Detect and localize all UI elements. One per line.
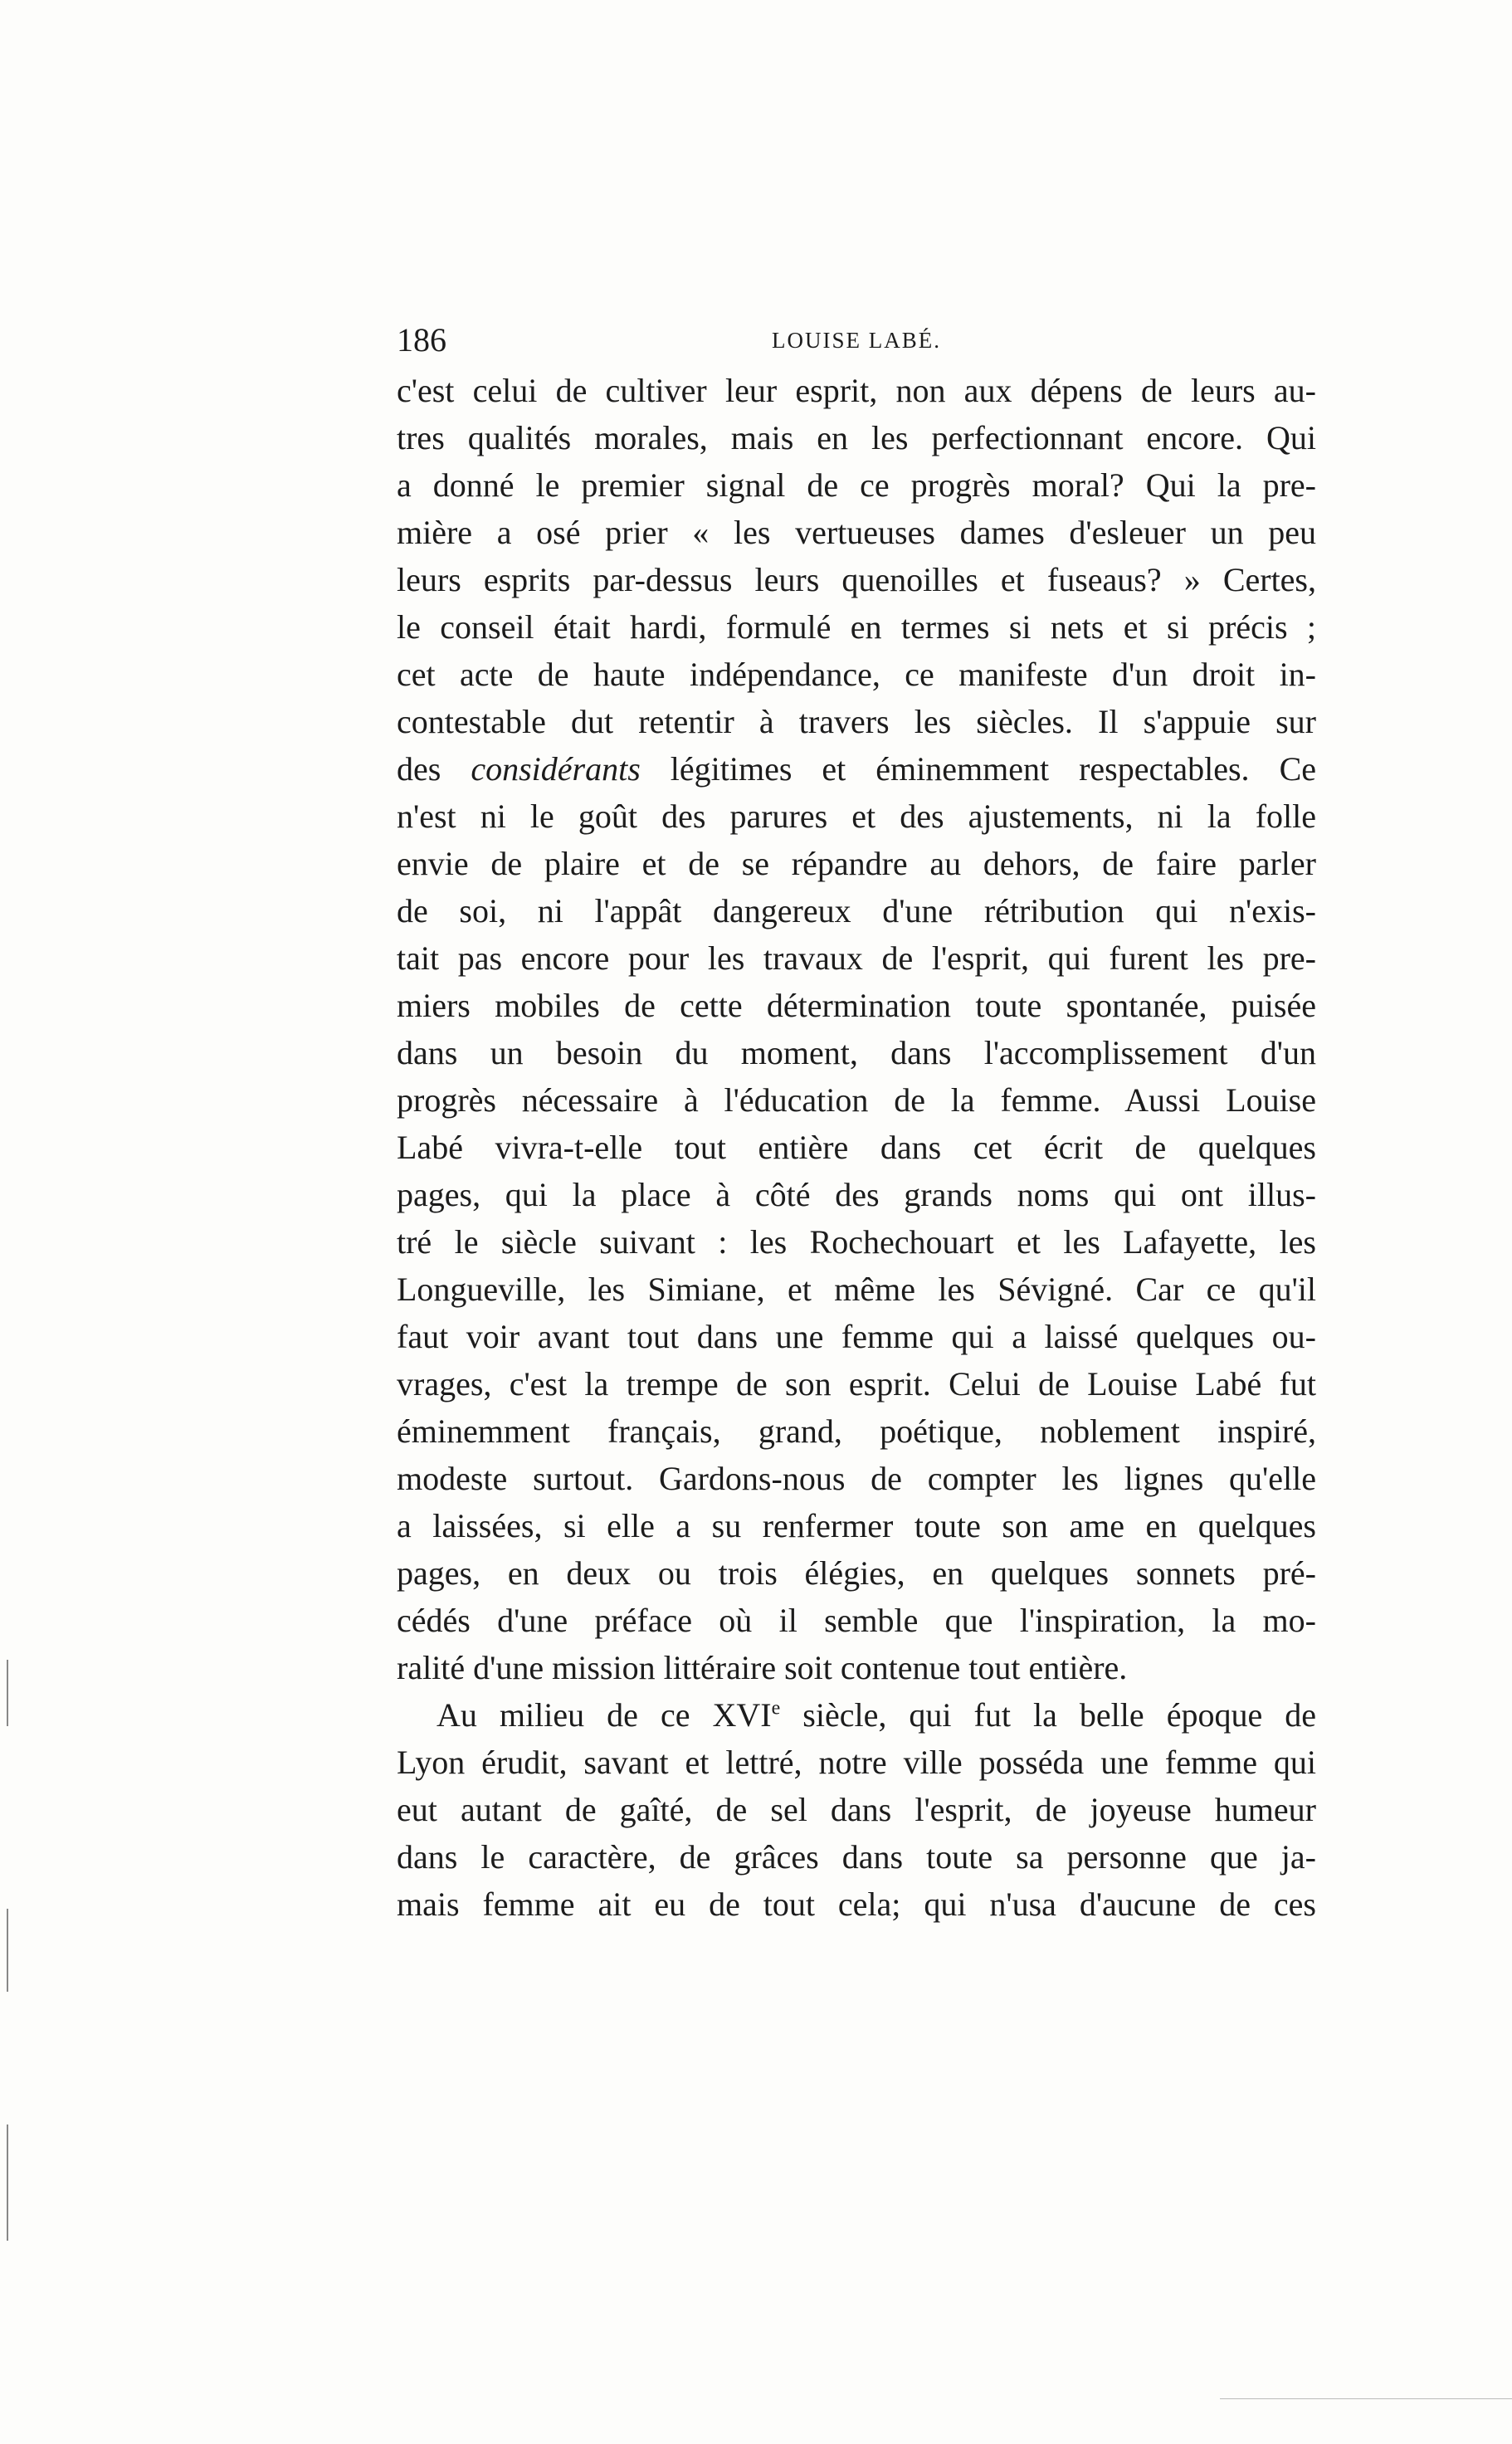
text-line: éminemment français, grand, poétique, noblement inspiré, (397, 1412, 1316, 1450)
text-line: progrès nécessaire à l'éducation de la femme. Aussi Louise (397, 1081, 1316, 1119)
text-line: dans le caractère, de grâces dans toute sa personne que ja- (397, 1838, 1316, 1876)
text-line: eut autant de gaîté, de sel dans l'esprit, de joyeuse humeur (397, 1791, 1316, 1828)
page-number: 186 (397, 321, 446, 359)
text-line: contestable dut retentir à travers les siècles. Il s'appuie sur (397, 703, 1316, 740)
text-line: envie de plaire et de se répandre au dehors, de faire parler (397, 845, 1316, 882)
scan-mark (7, 1660, 8, 1726)
page-header (397, 317, 1316, 363)
paragraph-1 (397, 367, 1316, 1691)
scan-mark (7, 1909, 8, 1992)
text-line: c'est celui de cultiver leur esprit, non aux dépens de leurs au- (397, 372, 1316, 409)
text-line: miers mobiles de cette détermination toute spontanée, puisée (397, 987, 1316, 1024)
text-line: le conseil était hardi, formulé en termes si nets et si précis ; (397, 608, 1316, 646)
text-line: vrages, c'est la trempe de son esprit. Celui de Louise Labé fut (397, 1365, 1316, 1402)
text-line: tait pas encore pour les travaux de l'esprit, qui furent les pre- (397, 939, 1316, 977)
text-line: ralité d'une mission littéraire soit contenue tout entière. (397, 1649, 1128, 1686)
text-segment: des (397, 750, 471, 788)
text-segment: Au milieu de ce XVI (437, 1696, 772, 1734)
text-line: faut voir avant tout dans une femme qui a laissé quelques ou- (397, 1318, 1316, 1355)
text-line (397, 745, 1316, 793)
paragraph-2 (397, 1691, 1316, 1928)
superscript: e (771, 1697, 781, 1720)
body-text (397, 367, 1316, 1928)
text-line: cet acte de haute indépendance, ce manifeste d'un droit in- (397, 656, 1316, 693)
text-line: dans un besoin du moment, dans l'accomplissement d'un (397, 1034, 1316, 1071)
text-line: n'est ni le goût des parures et des ajustements, ni la folle (397, 798, 1316, 835)
text-line: pages, en deux ou trois élégies, en quelques sonnets pré- (397, 1554, 1316, 1592)
scan-mark (1220, 2398, 1512, 2399)
text-line: de soi, ni l'appât dangereux d'une rétribution qui n'exis- (397, 892, 1316, 929)
text-line: Labé vivra-t-elle tout entière dans cet écrit de quelques (397, 1129, 1316, 1166)
text-line: tré le siècle suivant : les Rochechouart et les Lafayette, les (397, 1223, 1316, 1261)
text-line: Longueville, les Simiane, et même les Sévigné. Car ce qu'il (397, 1271, 1316, 1308)
text-line: mais femme ait eu de tout cela; qui n'usa d'aucune de ces (397, 1885, 1316, 1923)
text-line: a laissées, si elle a su renfermer toute son ame en quelques (397, 1507, 1316, 1544)
text-line: mière a osé prier « les vertueuses dames d'esleuer un peu (397, 514, 1316, 551)
text-line: leurs esprits par-dessus leurs quenoilles et fuseaus? » Certes, (397, 561, 1316, 598)
text-line: Lyon érudit, savant et lettré, notre ville posséda une femme qui (397, 1744, 1316, 1781)
text-line (397, 1691, 1316, 1739)
text-line: a donné le premier signal de ce progrès moral? Qui la pre- (397, 466, 1316, 504)
text-line: modeste surtout. Gardons-nous de compter les lignes qu'elle (397, 1460, 1316, 1497)
italic-term: considérants (471, 750, 641, 788)
text-segment: siècle, qui fut la belle époque de (780, 1696, 1316, 1734)
text-line: cédés d'une préface où il semble que l'inspiration, la mo- (397, 1602, 1316, 1639)
text-line: tres qualités morales, mais en les perfectionnant encore. Qui (397, 419, 1316, 456)
running-head: LOUISE LABÉ. (772, 328, 941, 353)
text-line: pages, qui la place à côté des grands noms qui ont illus- (397, 1176, 1316, 1213)
text-segment: légitimes et éminemment respectables. Ce (640, 750, 1316, 788)
scan-mark (7, 2124, 8, 2241)
